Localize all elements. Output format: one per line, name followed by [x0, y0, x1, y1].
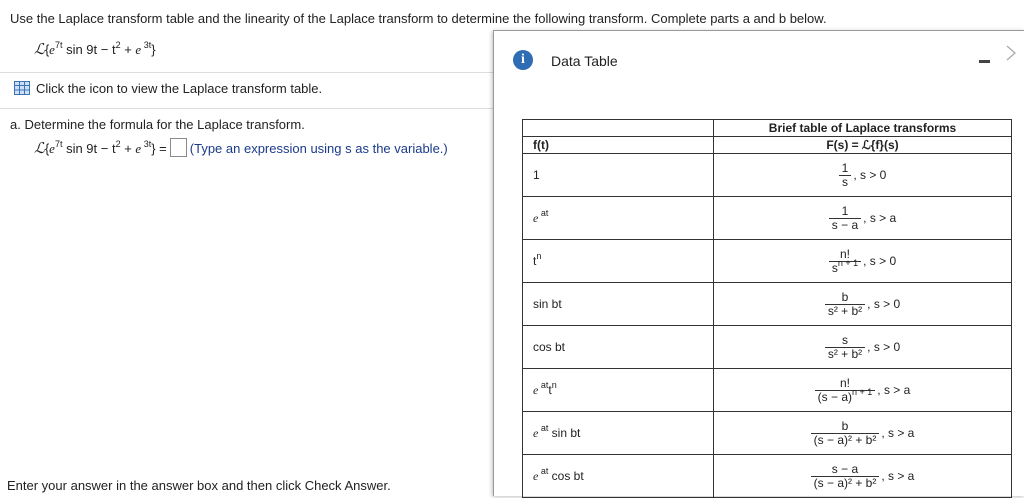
row-fs: $\frac{1}{s - a}$ , s > a: [714, 197, 1012, 240]
row-fs: $\frac{b}{\text{s² + b²}}$ , s > 0: [714, 283, 1012, 326]
table-row: [523, 455, 1012, 498]
col-header-ft: f(t): [523, 137, 714, 154]
table-row: [523, 326, 1012, 369]
row-ft: e $^{at}$ sin bt: [523, 412, 714, 455]
info-icon: i: [513, 50, 533, 70]
row-ft: e $^{at}$: [523, 197, 714, 240]
divider: [0, 72, 493, 73]
chevron-right-icon[interactable]: [1004, 45, 1020, 61]
question-instruction: Use the Laplace transform table and the linearity of the Laplace transform to determine the following transform. Complete parts a and b below.: [10, 11, 827, 26]
row-ft: cos bt: [523, 326, 714, 369]
minimize-button[interactable]: [979, 60, 990, 63]
row-ft: $t^n$: [523, 240, 714, 283]
row-fs: $\frac{s}{\text{s² + b²}}$ , s > 0: [714, 326, 1012, 369]
answer-hint: (Type an expression using s as the variable.): [189, 141, 448, 156]
row-fs: $\frac{1}{s}$ , s > 0: [714, 154, 1012, 197]
table-row: [523, 240, 1012, 283]
row-ft: sin bt: [523, 283, 714, 326]
table-row: [523, 283, 1012, 326]
view-table-link[interactable]: [14, 81, 322, 96]
table-row: [523, 154, 1012, 197]
part-a-label: a. Determine the formula for the Laplace transform.: [10, 117, 305, 132]
footer-instruction: Enter your answer in the answer box and then click Check Answer.: [7, 478, 391, 493]
row-ft: 1: [523, 154, 714, 197]
answer-input[interactable]: [170, 138, 187, 157]
popup-title: Data Table: [551, 53, 618, 69]
part-a-answer-row: $ℒ\{e^{7t}$ $\sin 9t - t^2 + e$ $^{3t}$} = (Type an expression using s as the variable.): [34, 139, 448, 157]
table-row: [523, 412, 1012, 455]
row-fs: $\frac{b}{\text{(s − a)² + b²}}$ , s > a: [714, 412, 1012, 455]
divider: [0, 108, 493, 109]
table-heading: Brief table of Laplace transforms: [714, 120, 1012, 137]
table-icon[interactable]: [14, 81, 30, 95]
data-table-popup: [493, 30, 1024, 496]
question-expression: $ℒ\{e^{7t}$ $\sin 9t - t^2 + e$ $^{3t}$}: [34, 40, 156, 58]
row-fs: $\frac{n!}{s^{n + 1}}$ , s > 0: [714, 240, 1012, 283]
table-row: [523, 197, 1012, 240]
laplace-table: [522, 119, 1012, 498]
view-table-text: Click the icon to view the Laplace transform table.: [36, 81, 323, 96]
table-row: [523, 369, 1012, 412]
row-ft: e $^{at}$ cos bt: [523, 455, 714, 498]
row-ft: e $^{at}t^n$: [523, 369, 714, 412]
col-header-fs: F(s) = ℒ{f}(s): [714, 137, 1012, 154]
row-fs: $\frac{n!}{(s - a)^{n + 1}}$ , s > a: [714, 369, 1012, 412]
row-fs: $\frac{s - a}{\text{(s − a)² + b²}}$ , s > a: [714, 455, 1012, 498]
